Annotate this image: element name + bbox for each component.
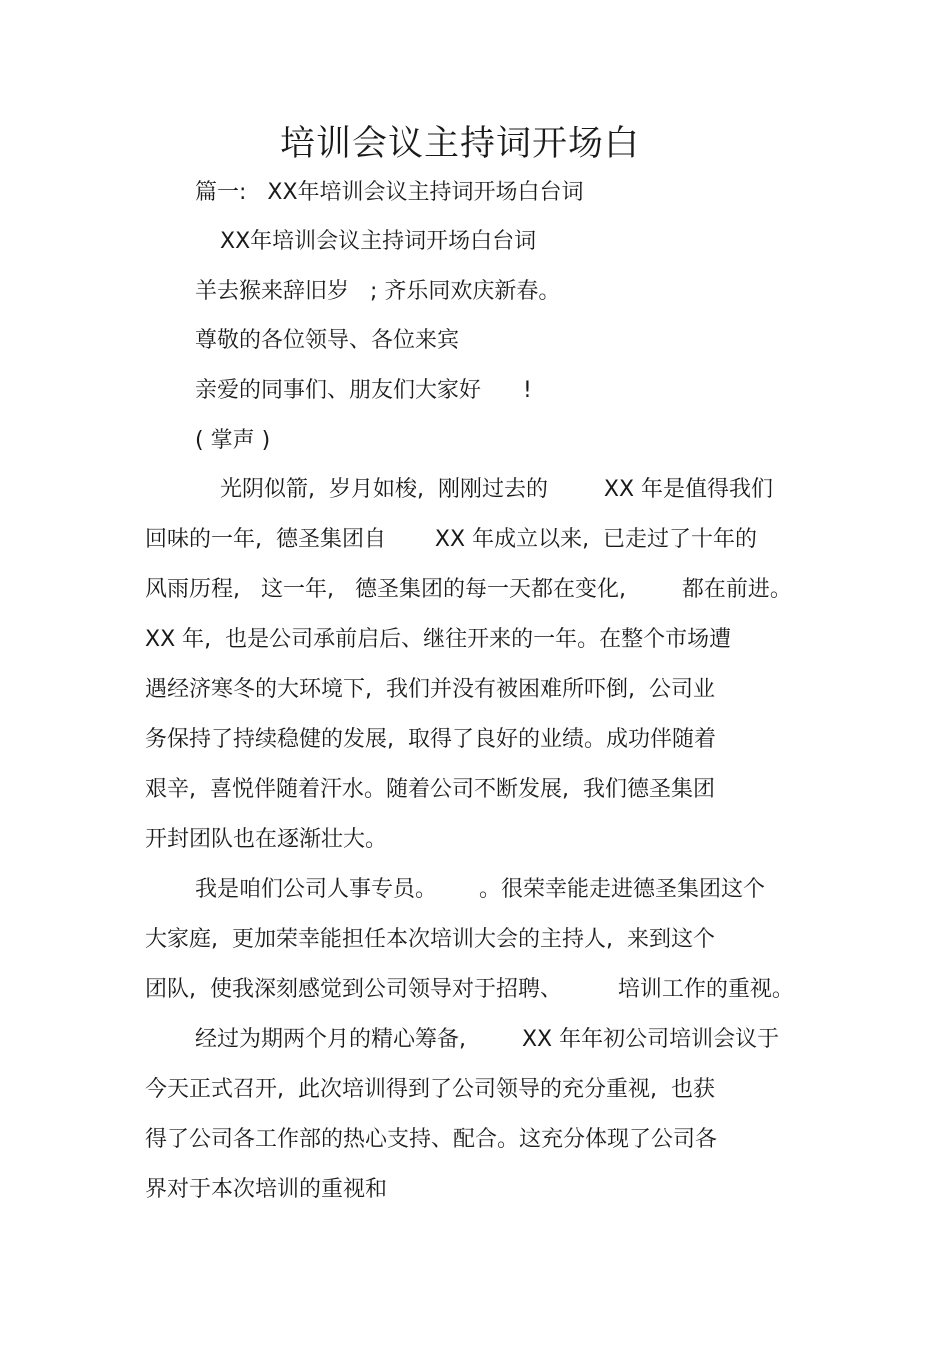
paragraph-line: 团队, 使我深刻感觉到公司领导对于招聘、 培训工作的重视。: [145, 977, 794, 1002]
paragraph-line: ( 掌声 ): [195, 428, 271, 453]
paragraph-line: 大家庭, 更加荣幸能担任本次培训大会的主持人, 来到这个: [145, 927, 715, 952]
paragraph-line: 务保持了持续稳健的发展, 取得了良好的业绩。成功伴随着: [145, 727, 716, 752]
paragraph-line: 得了公司各工作部的热心支持、配合。这充分体现了公司各: [145, 1127, 718, 1152]
paragraph-line: 亲爱的同事们、朋友们大家好 !: [195, 378, 532, 403]
paragraph-line: 羊去猴来辞旧岁 ; 齐乐同欢庆新春。: [195, 279, 561, 304]
paragraph-line: 今天正式召开, 此次培训得到了公司领导的充分重视, 也获: [145, 1077, 715, 1102]
paragraph-line: 我是咱们公司人事专员。 。很荣幸能走进德圣集团这个: [195, 877, 765, 902]
paragraph-line: 风雨历程, 这一年, 德圣集团的每一天都在变化, 都在前进。: [145, 577, 792, 602]
paragraph-line: 界对于本次培训的重视和: [145, 1177, 388, 1202]
paragraph-line: XX 年, 也是公司承前启后、继往开来的一年。在整个市场遭: [145, 627, 732, 652]
paragraph-line: XX年培训会议主持词开场白台词: [220, 229, 537, 254]
paragraph-line: 篇一: XX年培训会议主持词开场白台词: [195, 180, 584, 205]
paragraph-line: 回味的一年, 德圣集团自 XX 年成立以来, 已走过了十年的: [145, 527, 758, 552]
paragraph-line: 尊敬的各位领导、各位来宾: [195, 328, 460, 353]
paragraph-line: 开封团队也在逐渐壮大。: [145, 827, 388, 852]
paragraph-line: 艰辛, 喜悦伴随着汗水。随着公司不断发展, 我们德圣集团: [145, 777, 715, 802]
paragraph-line: 光阴似箭, 岁月如梭, 刚刚过去的 XX 年是值得我们: [220, 477, 774, 502]
paragraph-line: 经过为期两个月的精心筹备, XX 年年初公司培训会议于: [195, 1027, 780, 1052]
paragraph-line: 遇经济寒冬的大环境下, 我们并没有被困难所吓倒, 公司业: [145, 677, 715, 702]
document-title: 培训会议主持词开场白: [279, 124, 640, 164]
